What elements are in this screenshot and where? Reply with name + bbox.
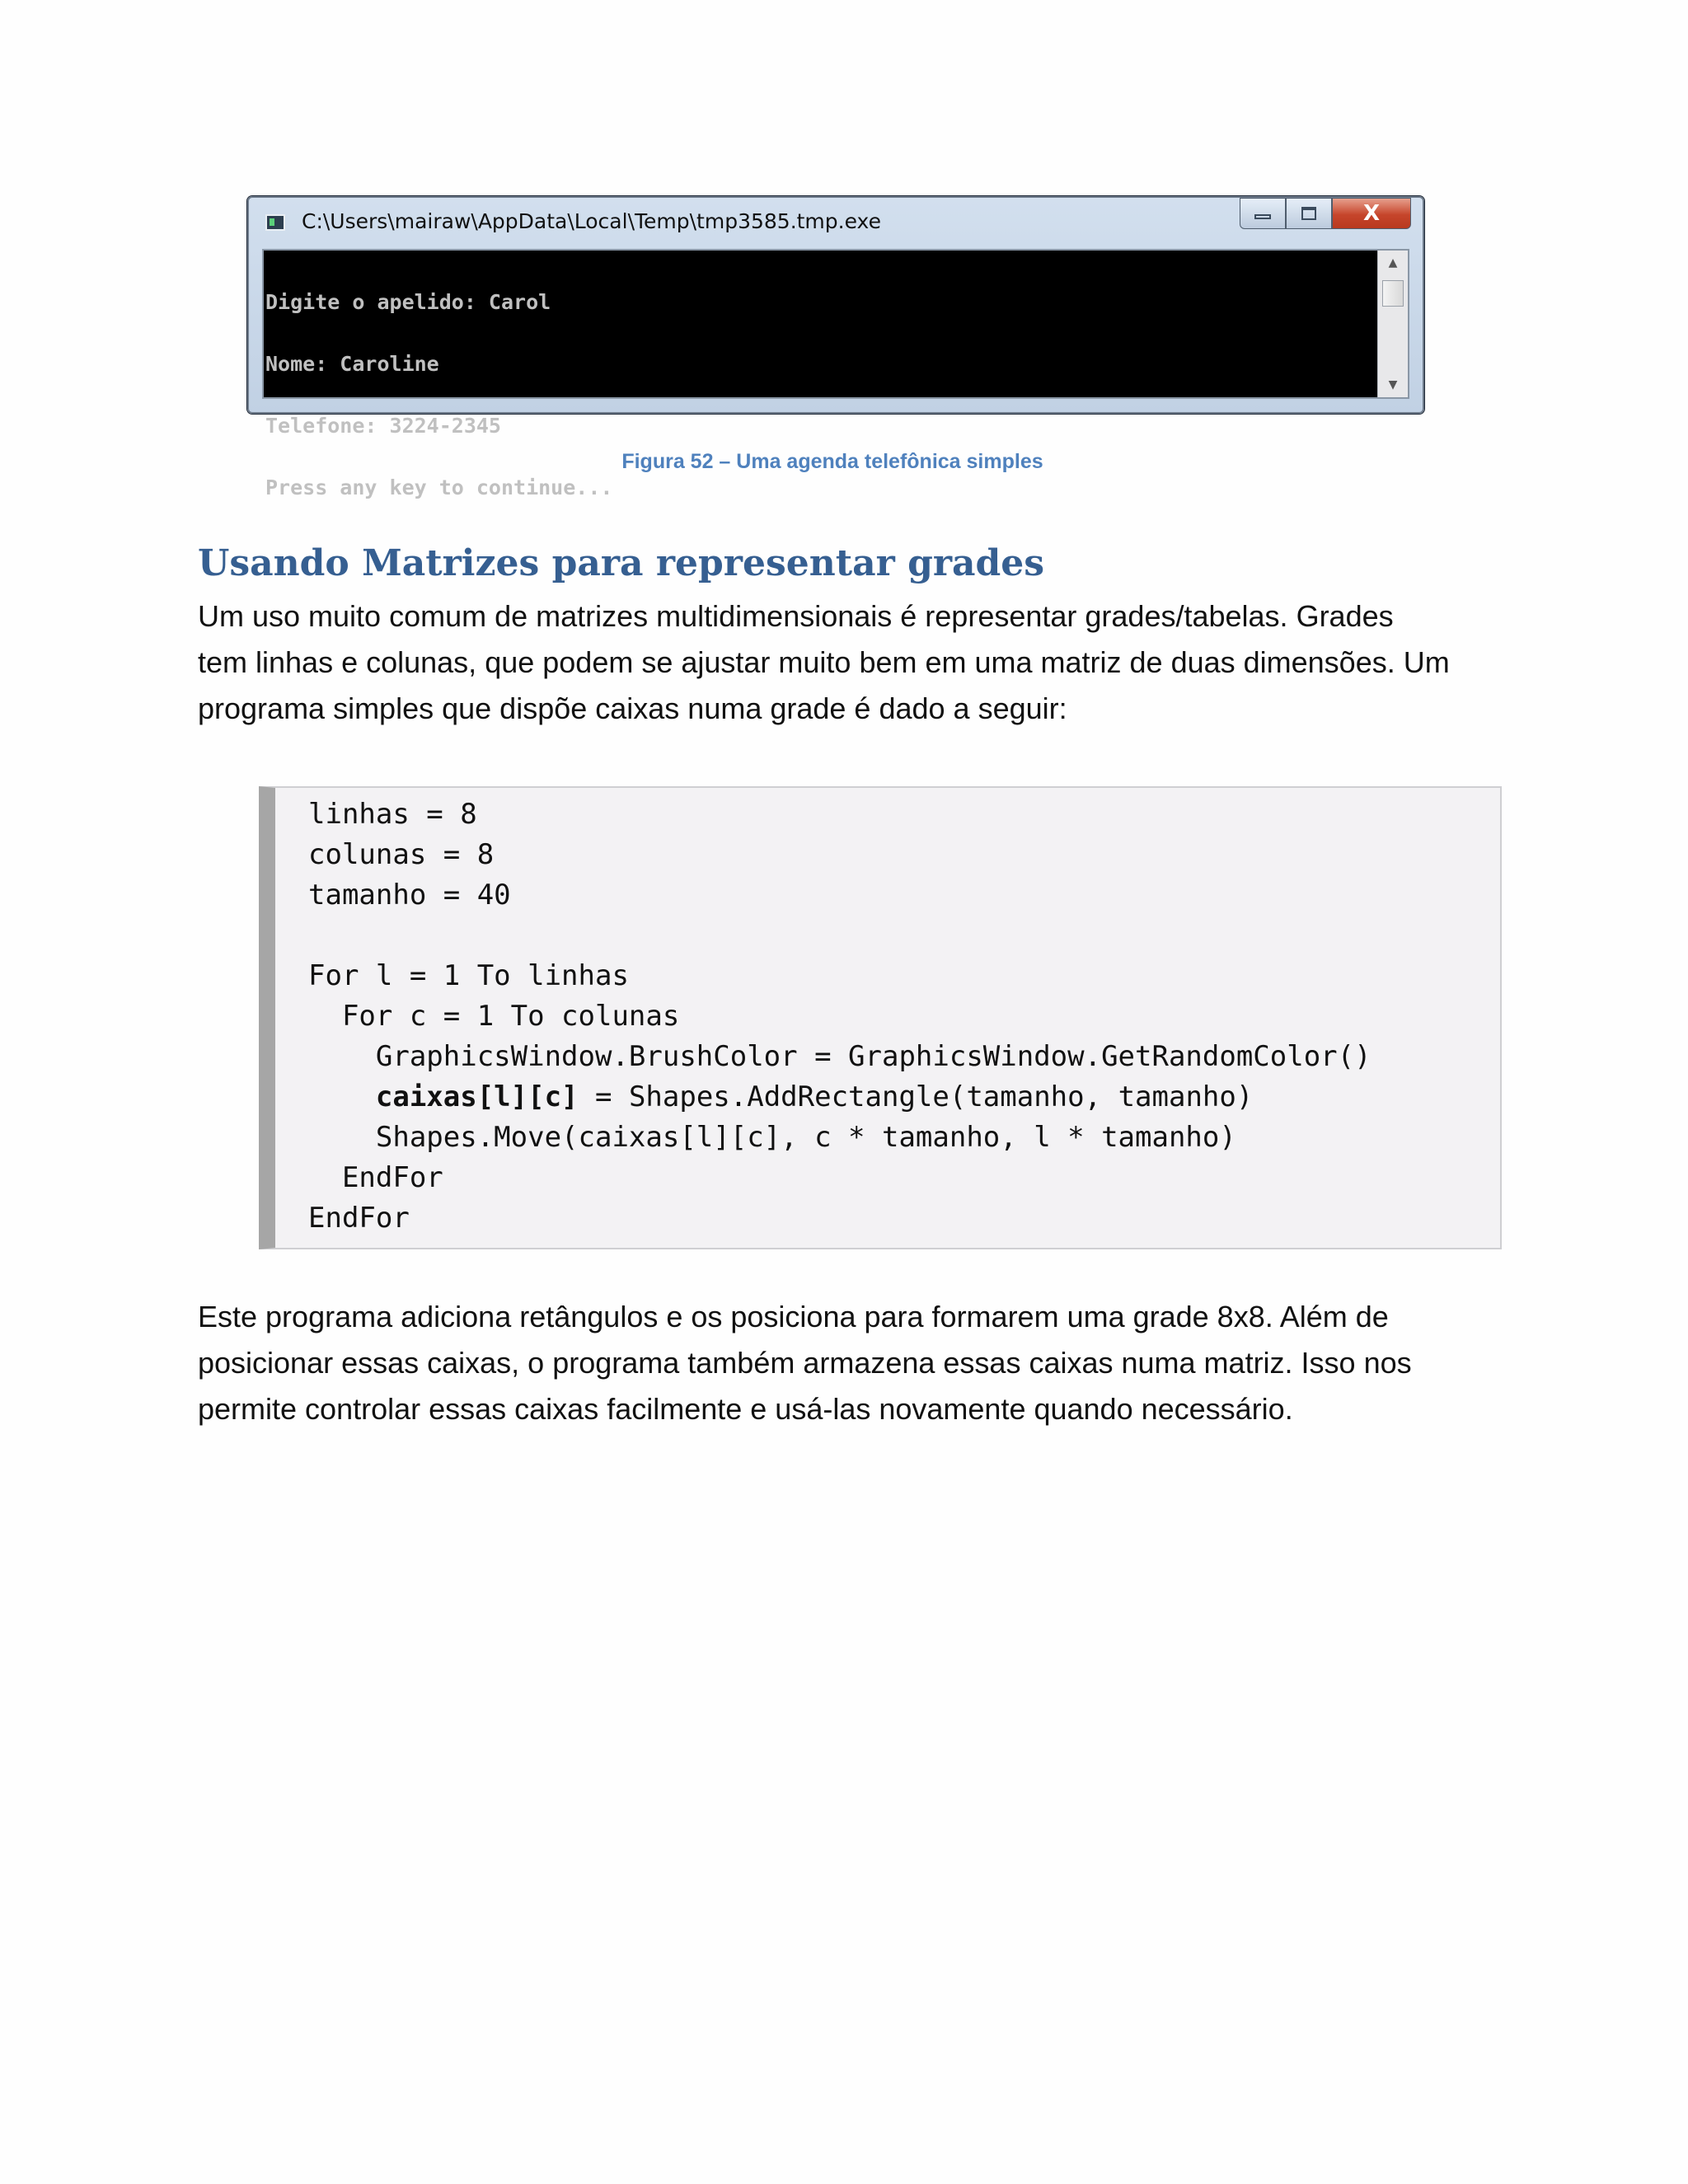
code-line: EndFor [308,1202,410,1235]
console-app-icon [265,214,285,231]
code-line: GraphicsWindow.BrushColor = GraphicsWindow.GetRandomColor() [308,1040,1372,1073]
code-line: For l = 1 To linhas [308,959,629,992]
close-button[interactable] [1332,198,1411,229]
paragraph-line: Este programa adiciona retângulos e os posiciona para formarem uma grade 8x8. Além de [198,1300,1389,1333]
code-line: colunas = 8 [308,838,495,871]
maximize-icon [1301,207,1316,220]
console-line: Nome: Caroline [265,352,439,376]
code-line: tamanho = 40 [308,879,511,912]
paragraph-line: posicionar essas caixas, o programa também armazena essas caixas numa matriz. Isso nos [198,1346,1412,1380]
scroll-thumb[interactable] [1382,280,1404,307]
code-line [308,916,1372,956]
code-line [308,1077,1372,1118]
code-line: For c = 1 To colunas [308,1000,680,1033]
console-line: Telefone: 3224-2345 [265,414,501,438]
code-line: EndFor [308,1161,443,1194]
paragraph-line: programa simples que dispõe caixas numa grade é dado a seguir: [198,691,1067,725]
code-line: linhas = 8 [308,798,477,831]
figure-caption: Figura 52 – Uma agenda telefônica simples [621,450,1043,473]
scroll-up-icon[interactable]: ▲ [1388,256,1398,269]
explanation-paragraph [198,1294,1517,1432]
scroll-down-icon[interactable]: ▼ [1388,378,1398,391]
code-block [259,786,1502,1249]
section-heading: Usando Matrizes para representar grades [198,542,1045,584]
code-lines [308,794,1372,1239]
close-icon: X [1362,201,1381,226]
code-rest: = Shapes.AddRectangle(tamanho, tamanho) [578,1080,1254,1113]
intro-paragraph [198,593,1517,732]
console-output [265,251,1375,539]
console-scrollbar[interactable] [1377,251,1408,397]
console-line: Press any key to continue... [265,476,613,499]
paragraph-line: permite controlar essas caixas facilmente e usá-las novamente quando necessário. [198,1392,1293,1426]
code-bold-variable: caixas[l][c] [375,1080,579,1113]
minimize-icon [1254,214,1271,219]
paragraph-line: tem linhas e colunas, que podem se ajustar muito bem em uma matriz de duas dimensões. Um [198,645,1450,679]
code-indent [308,1080,376,1113]
paragraph-line: Um uso muito comum de matrizes multidimensionais é representar grades/tabelas. Grades [198,599,1394,633]
console-line: Digite o apelido: Carol [265,290,551,314]
window-controls [1240,198,1411,231]
console-window-title: C:\Users\mairaw\AppData\Local\Temp\tmp3585.tmp.exe [302,209,881,233]
maximize-button[interactable] [1286,198,1332,229]
minimize-button[interactable] [1240,198,1286,229]
code-line: Shapes.Move(caixas[l][c], c * tamanho, l * tamanho) [308,1121,1236,1154]
console-titlebar [249,198,1423,249]
